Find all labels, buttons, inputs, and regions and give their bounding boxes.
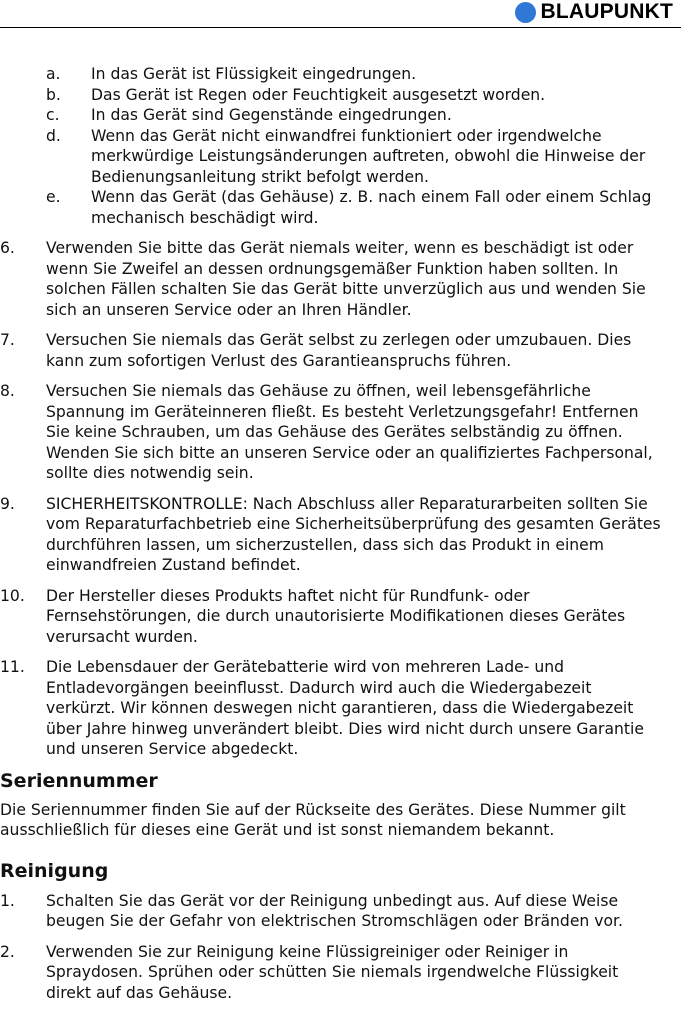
- text-line: Sie keine Schrauben, um das Gehäuse des Gerätes selbständig zu öffnen.: [46, 423, 623, 441]
- text-line: sollte dies notwendig sein.: [46, 464, 254, 482]
- list-item: [0, 494, 681, 576]
- item-number: a.: [46, 65, 61, 83]
- item-number: c.: [46, 106, 60, 124]
- brand-name: BLAUPUNKT: [540, 0, 673, 23]
- sub-list-item: [0, 64, 681, 85]
- item-number: 1.: [0, 891, 15, 910]
- item-number: 11.: [0, 658, 25, 676]
- text-line: Spannung im Geräteinneren fließt. Es besteht Verletzungsgefahr! Entfernen: [46, 402, 639, 421]
- item-text: [91, 105, 677, 126]
- text-line: Wenn das Gerät nicht einwandfrei funktioniert oder irgendwelche: [91, 126, 602, 145]
- text-line: Das Gerät ist Regen oder Feuchtigkeit ausgesetzt worden.: [91, 85, 546, 104]
- text-line: über Jahre hinweg unverändert bleibt. Dies wird nicht durch unsere Garantie: [46, 719, 644, 738]
- list-item: [0, 238, 681, 320]
- text-line: SICHERHEITSKONTROLLE: Nach Abschluss aller Reparaturarbeiten sollten Sie: [46, 494, 648, 513]
- sub-list-item: [0, 105, 681, 126]
- text-line: Fernsehstörungen, die durch unautorisierte Modifikationen dieses Gerätes: [46, 607, 626, 625]
- text-line: Versuchen Sie niemals das Gehäuse zu öffnen, weil lebensgefährliche: [46, 382, 591, 400]
- text-line: verursacht wurden.: [46, 627, 198, 646]
- text-line: Bedienungsanleitung strikt befolgt werden.: [91, 167, 429, 186]
- text-line: wenn Sie Zweifel an dessen ordnungsgemäßer Funktion haben sollten. In: [46, 259, 619, 278]
- text-line: verkürzt. Wir können deswegen nicht garantieren, dass die Wiedergabezeit: [46, 699, 634, 717]
- item-text: [46, 891, 678, 932]
- text-line: Versuchen Sie niemals das Gerät selbst zu zerlegen oder umzubauen. Dies: [46, 331, 632, 349]
- item-number: 8.: [0, 382, 15, 400]
- safety-list: [0, 238, 681, 760]
- text-line: Wenden Sie sich bitte an unseren Service oder an qualifiziertes Fachpersonal,: [46, 443, 653, 462]
- text-line: Spraydosen. Sprühen oder schütten Sie niemals irgendwelche Flüssigkeit: [46, 963, 619, 981]
- text-line: Entladevorgängen beeinflusst. Dadurch wird auch die Wiedergabezeit: [46, 678, 592, 697]
- text-line: In das Gerät sind Gegenstände eingedrungen.: [91, 106, 452, 124]
- text-line: Die Seriennummer finden Sie auf der Rückseite des Gerätes. Diese Nummer gilt: [0, 800, 626, 819]
- sub-list-item: [0, 187, 681, 228]
- item-text: [91, 187, 677, 228]
- list-item: [0, 891, 681, 932]
- item-number: e.: [46, 188, 61, 206]
- item-number: 2.: [0, 942, 15, 961]
- item-text: [91, 64, 677, 85]
- item-text: [46, 657, 678, 760]
- item-text: [46, 381, 678, 484]
- item-text: [46, 330, 678, 371]
- list-item: [0, 657, 681, 760]
- text-line: beugen Sie der Gefahr von elektrischen Stromschlägen oder Bränden vor.: [46, 912, 623, 930]
- text-line: durchführen lassen, um sicherzustellen, dass sich das Produkt in einem: [46, 535, 604, 554]
- sub-list-item: [0, 85, 681, 106]
- text-line: Die Lebensdauer der Gerätebatterie wird von mehreren Lade- und: [46, 658, 564, 676]
- item-number: b.: [46, 85, 61, 104]
- header-divider: [0, 27, 681, 28]
- item-text: [46, 238, 678, 320]
- serial-paragraph: [0, 800, 681, 841]
- cleaning-list: [0, 891, 681, 1004]
- item-number: d.: [46, 126, 61, 145]
- text-line: vom Reparaturfachbetrieb eine Sicherheitsüberprüfung des gesamten Gerätes: [46, 515, 661, 533]
- text-line: und unseren Service abgedeckt.: [46, 740, 299, 758]
- text-line: solchen Fällen schalten Sie das Gerät bitte unverzüglich aus und wenden Sie: [46, 280, 646, 298]
- brand-logo: [515, 1, 673, 23]
- item-number: 9.: [0, 494, 15, 513]
- condition-sub-list: [0, 64, 681, 228]
- text-line: mechanisch beschädigt wird.: [91, 208, 319, 227]
- item-text: [46, 942, 678, 1004]
- text-line: direkt auf das Gehäuse.: [46, 983, 233, 1002]
- sub-list-item: [0, 126, 681, 188]
- text-line: Verwenden Sie bitte das Gerät niemals weiter, wenn es beschädigt ist oder: [46, 239, 634, 257]
- text-line: sich an unseren Service oder an Ihren Händler.: [46, 300, 412, 319]
- item-text: [46, 494, 678, 576]
- list-item: [0, 330, 681, 371]
- text-line: einwandfreien Zustand befindet.: [46, 556, 301, 574]
- list-item: [0, 381, 681, 484]
- item-text: [91, 85, 677, 106]
- document-body: [0, 64, 681, 1003]
- item-text: [46, 586, 678, 648]
- section-heading-cleaning: Reinigung: [0, 859, 109, 882]
- text-line: Verwenden Sie zur Reinigung keine Flüssigreiniger oder Reiniger in: [46, 942, 569, 961]
- item-number: 7.: [0, 331, 15, 349]
- text-line: ausschließlich für dieses eine Gerät und ist sonst niemandem bekannt.: [0, 821, 555, 839]
- brand-dot-icon: [515, 2, 536, 23]
- section-heading-serial: Seriennummer: [0, 769, 158, 792]
- list-item: [0, 942, 681, 1004]
- item-text: [91, 126, 677, 188]
- text-line: Wenn das Gerät (das Gehäuse) z. B. nach einem Fall oder einem Schlag: [91, 188, 652, 206]
- list-item: [0, 586, 681, 648]
- item-number: 6.: [0, 239, 15, 257]
- text-line: Schalten Sie das Gerät vor der Reinigung unbedingt aus. Auf diese Weise: [46, 891, 619, 910]
- text-line: merkwürdige Leistungsänderungen auftreten, obwohl die Hinweise der: [91, 147, 646, 165]
- text-line: In das Gerät ist Flüssigkeit eingedrungen.: [91, 65, 417, 83]
- item-number: 10.: [0, 586, 25, 605]
- text-line: kann zum sofortigen Verlust des Garantieanspruchs führen.: [46, 351, 512, 370]
- text-line: Der Hersteller dieses Produkts haftet nicht für Rundfunk- oder: [46, 586, 530, 605]
